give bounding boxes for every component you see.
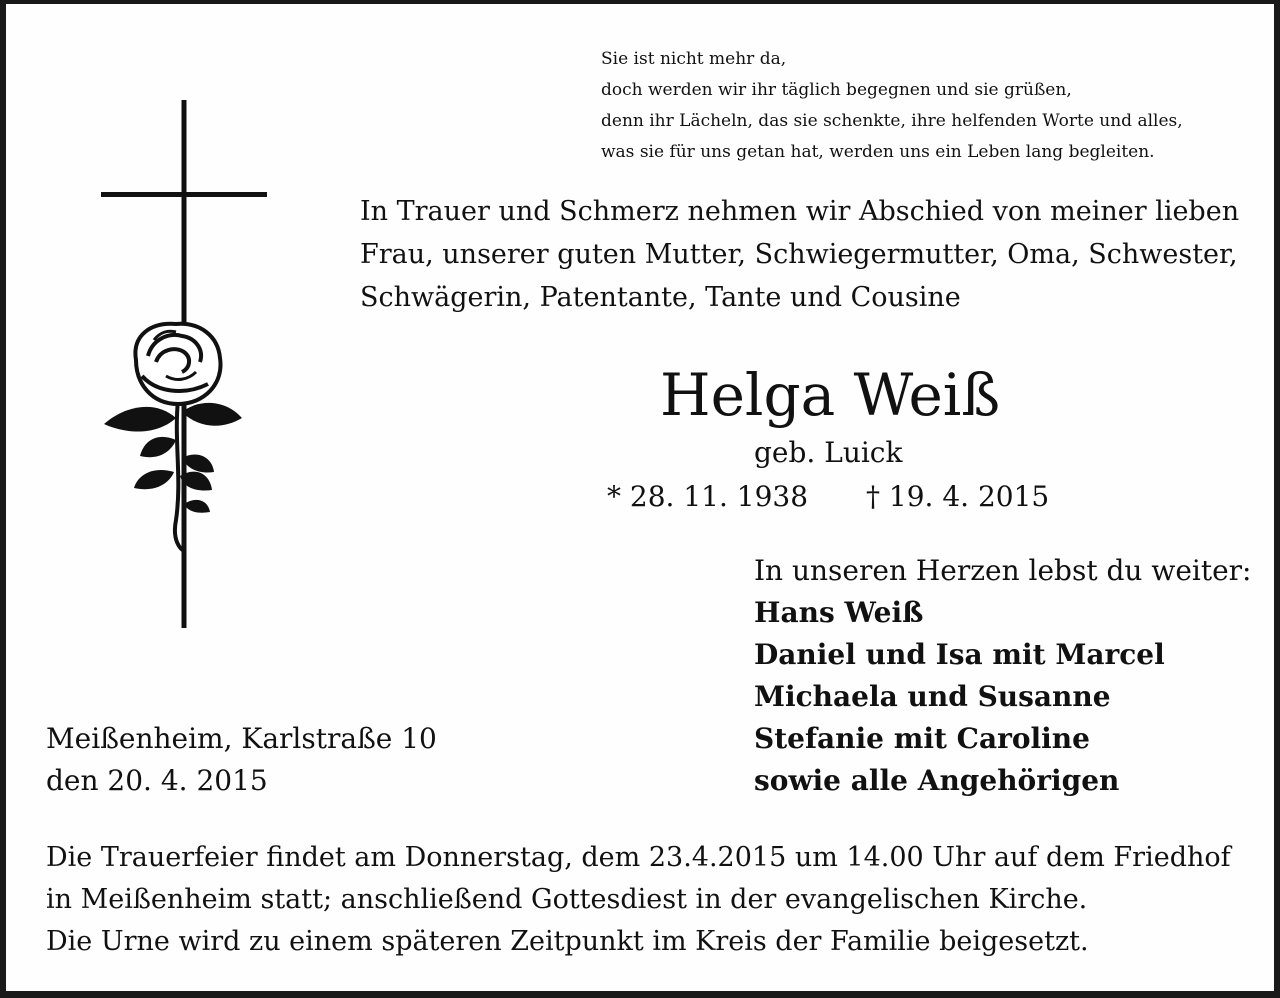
survivors-heading: In unseren Herzen lebst du weiter:: [754, 554, 1252, 587]
notice-line: Die Urne wird zu einem späteren Zeitpunkt im Kreis der Familie beigesetzt.: [46, 926, 1089, 957]
intro-line: Frau, unserer guten Mutter, Schwiegermutter, Oma, Schwester,: [360, 239, 1238, 270]
intro-line: Schwägerin, Patentante, Tante und Cousine: [360, 282, 961, 313]
poem-line: denn ihr Lächeln, das sie schenkte, ihre helfenden Worte und alles,: [601, 111, 1183, 131]
address-line: Meißenheim, Karlstraße 10: [46, 722, 437, 755]
address-block: [46, 718, 437, 802]
deceased-name: Helga Weiß: [660, 361, 1001, 429]
survivor-name: sowie alle Angehörigen: [754, 764, 1120, 797]
poem-line: was sie für uns getan hat, werden uns ein Leben lang begleiten.: [601, 142, 1155, 162]
survivor-name: Stefanie mit Caroline: [754, 722, 1090, 755]
survivor-name: Michaela und Susanne: [754, 680, 1111, 713]
cross-with-rose-icon: [96, 100, 276, 634]
survivor-name: Hans Weiß: [754, 596, 924, 629]
notice-line: Die Trauerfeier findet am Donnerstag, dem 23.4.2015 um 14.00 Uhr auf dem Friedhof: [46, 842, 1231, 873]
birth-date: * 28. 11. 1938: [607, 480, 809, 513]
poem-line: doch werden wir ihr täglich begegnen und sie grüßen,: [601, 80, 1072, 100]
funeral-notice: [46, 837, 1231, 963]
address-date: den 20. 4. 2015: [46, 764, 268, 797]
maiden-name: geb. Luick: [754, 436, 903, 469]
poem-line: Sie ist nicht mehr da,: [601, 49, 787, 69]
notice-line: in Meißenheim statt; anschließend Gottesdiest in der evangelischen Kirche.: [46, 884, 1088, 915]
intro-line: In Trauer und Schmerz nehmen wir Abschied von meiner lieben: [360, 196, 1240, 227]
survivor-name: Daniel und Isa mit Marcel: [754, 638, 1165, 671]
survivors-list: [754, 550, 1251, 802]
poem: [601, 44, 1183, 168]
intro-text: [360, 190, 1239, 319]
death-date: † 19. 4. 2015: [866, 480, 1050, 513]
